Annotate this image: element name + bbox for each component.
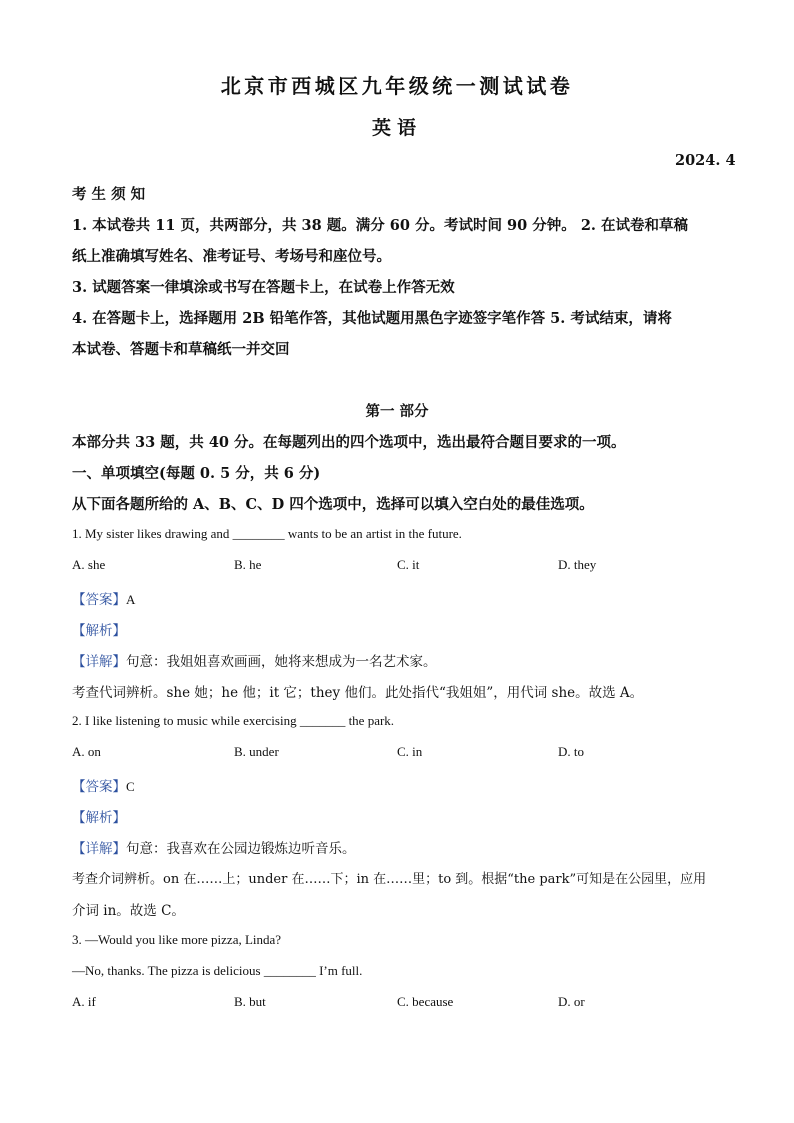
part-heading: 第一 部分 bbox=[365, 403, 429, 420]
option-c: C. in bbox=[397, 744, 423, 759]
exam-date: 2024. 4 bbox=[675, 152, 736, 169]
part-intro: 本部分共 33 题，共 40 分。在每题列出的四个选项中，选出最符合题目要求的一项。 bbox=[72, 434, 626, 451]
notice-heading: 考 生 须 知 bbox=[72, 186, 146, 203]
option-b: B. under bbox=[234, 744, 279, 759]
page-title: 北京市西城区九年级统一测试试卷 bbox=[220, 74, 574, 98]
answer-row bbox=[72, 588, 135, 608]
answer-row bbox=[72, 775, 135, 795]
notice-line: 1. 本试卷共 11 页，共两部分，共 38 题。满分 60 分。考试时间 90 分钟。 2. 在试卷和草稿 bbox=[72, 217, 689, 234]
analysis-label: 【解析】 bbox=[72, 810, 126, 826]
detail-row bbox=[72, 837, 356, 857]
option-a: A. if bbox=[72, 994, 96, 1009]
option-d: D. or bbox=[558, 994, 585, 1009]
detail-label: 【详解】 bbox=[72, 841, 126, 857]
detail-label: 【详解】 bbox=[72, 654, 126, 670]
option-c: C. because bbox=[397, 994, 454, 1009]
explanation-line: 介词 in。故选 C。 bbox=[72, 903, 185, 919]
option-b: B. he bbox=[234, 557, 262, 572]
notice-line: 纸上准确填写姓名、准考证号、考场号和座位号。 bbox=[72, 248, 391, 265]
option-b: B. but bbox=[234, 994, 266, 1009]
question-stem: 1. My sister likes drawing and ________ wants to be an artist in the future. bbox=[72, 526, 462, 541]
option-d: D. to bbox=[558, 744, 584, 759]
answer-label: 【答案】 bbox=[72, 779, 126, 795]
analysis-label: 【解析】 bbox=[72, 623, 126, 639]
explanation-line: 考查代词辨析。she 她；he 他；it 它；they 他们。此处指代“我姐姐”，用代词 she。故选 A。 bbox=[72, 685, 644, 701]
subject-title: 英语 bbox=[371, 117, 422, 139]
answer-value: A bbox=[126, 592, 136, 607]
section-instructions: 从下面各题所给的 A、B、C、D 四个选项中，选择可以填入空白处的最佳选项。 bbox=[72, 496, 594, 513]
detail-row bbox=[72, 650, 437, 670]
detail-text: 句意：我喜欢在公园边锻炼边听音乐。 bbox=[126, 841, 356, 857]
explanation-line: 考查介词辨析。on 在……上；under 在……下；in 在……里；to 到。根据“the park”可知是在公园里，应用 bbox=[72, 872, 707, 887]
answer-label: 【答案】 bbox=[72, 592, 126, 608]
option-a: A. she bbox=[72, 557, 106, 572]
option-a: A. on bbox=[72, 744, 101, 759]
question-stem: 2. I like listening to music while exercising _______ the park. bbox=[72, 713, 395, 728]
detail-text: 句意：我姐姐喜欢画画，她将来想成为一名艺术家。 bbox=[126, 654, 437, 670]
option-c: C. it bbox=[397, 557, 420, 572]
question-stem: 3. —Would you like more pizza, Linda? bbox=[72, 932, 282, 947]
option-d: D. they bbox=[558, 557, 597, 572]
question-stem-line2: —No, thanks. The pizza is delicious ________ I’m full. bbox=[72, 963, 363, 978]
notice-line: 4. 在答题卡上，选择题用 2B 铅笔作答，其他试题用黑色字迹签字笔作答 5. 考试结束，请将 bbox=[72, 310, 672, 327]
answer-value: C bbox=[126, 779, 135, 794]
section-title: 一、单项填空(每题 0. 5 分，共 6 分) bbox=[72, 465, 321, 482]
notice-line: 本试卷、答题卡和草稿纸一并交回 bbox=[72, 341, 290, 358]
notice-line: 3. 试题答案一律填涂或书写在答题卡上，在试卷上作答无效 bbox=[72, 279, 455, 296]
